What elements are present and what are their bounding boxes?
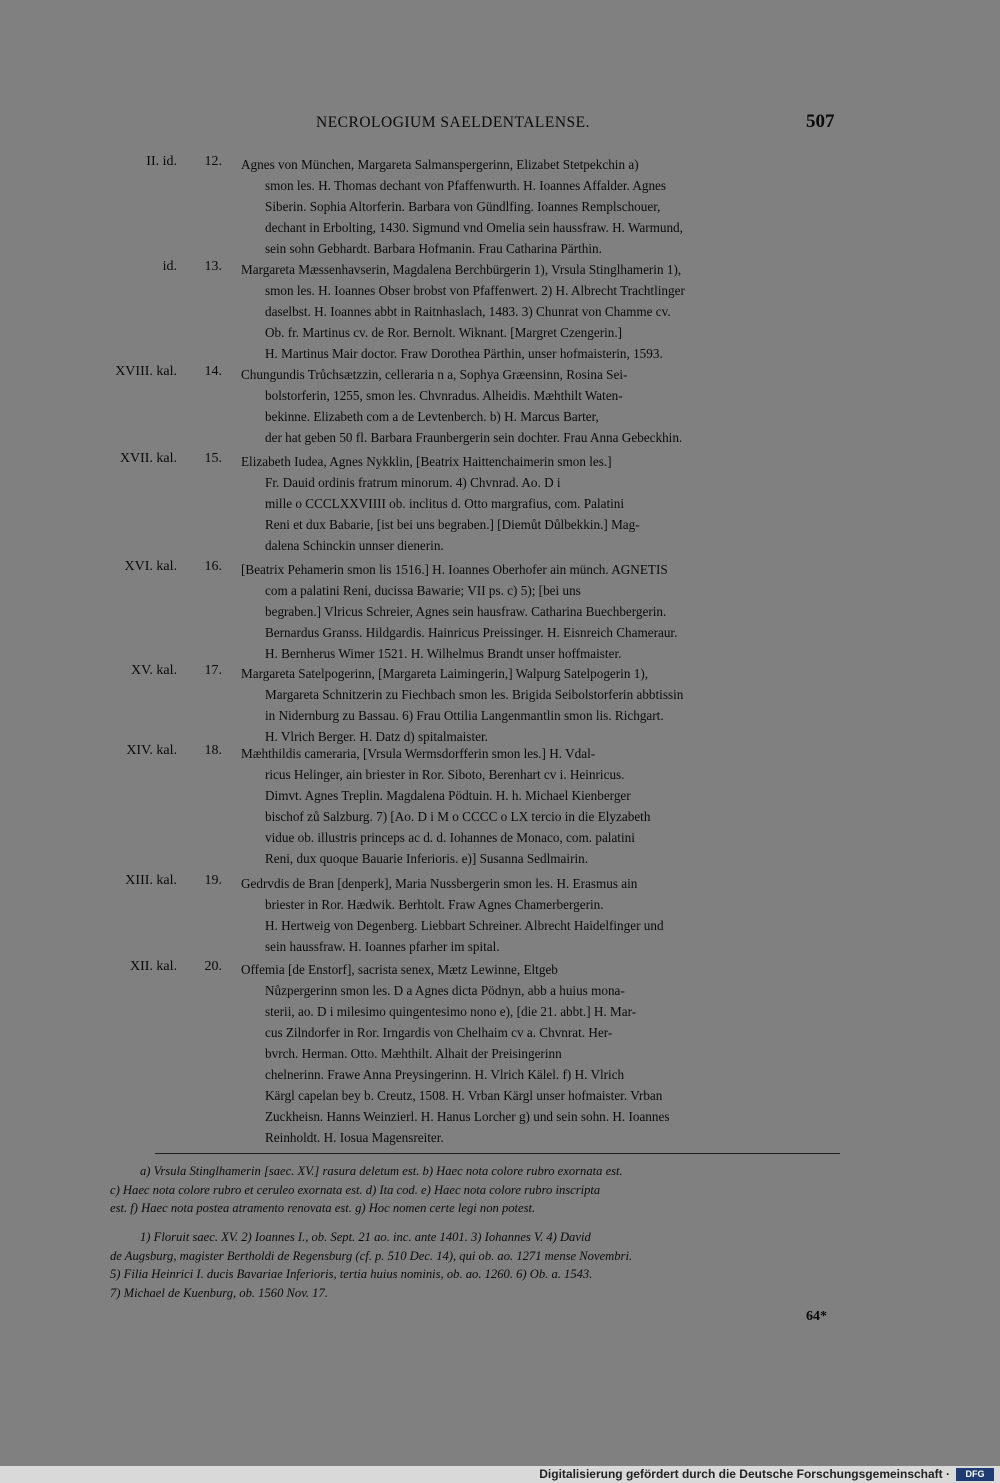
footer-bar — [0, 1466, 1000, 1483]
running-header — [0, 111, 1000, 140]
entry-line: Fr. Dauid ordinis fratrum minorum. 4) Chvnrad. Ao. D i — [265, 475, 561, 490]
entry-line: Chungundis Trůchsætzzin, celleraria n a, Sophya Græensinn, Rosina Sei- — [241, 367, 628, 382]
entry-line: Reni et dux Babarie, [ist bei uns begraben.] [Diemůt Důlbekkin.] Mag- — [265, 517, 640, 532]
entry-line: Margareta Satelpogerinn, [Margareta Laimingerin,] Walpurg Satelpogerin 1), — [241, 666, 649, 681]
entry-line: daselbst. H. Ioannes abbt in Raitnhaslach, 1483. 3) Chunrat von Chamme cv. — [265, 304, 671, 319]
entry-date: XIII. kal. — [125, 873, 177, 888]
dfg-logo: DFG — [956, 1468, 994, 1481]
entry-line: H. Hertweig von Degenberg. Liebbart Schreiner. Albrecht Haidelfinger und — [265, 918, 664, 933]
entry-line: sein haussfraw. H. Ioannes pfarher im spital. — [265, 939, 500, 954]
entry-line: H. Martinus Mair doctor. Fraw Dorothea Pärthin, unser hofmaisterin, 1593. — [265, 346, 663, 361]
footnote-line: c) Haec nota colore rubro et ceruleo exornata est. d) Ita cod. e) Haec nota colore rubro inscripta — [110, 1182, 601, 1197]
entry-line: dalena Schinckin unnser dienerin. — [265, 538, 444, 553]
entry-date: XII. kal. — [129, 959, 177, 974]
entry-text — [241, 364, 841, 448]
footer-text: Digitalisierung gefördert durch die Deutsche Forschungsgemeinschaft · — [539, 1467, 950, 1481]
entry-line: [Beatrix Pehamerin smon lis 1516.] H. Ioannes Oberhofer ain münch. AGNETIS — [241, 562, 668, 577]
entry-line: sein sohn Gebhardt. Barbara Hofmanin. Frau Catharina Pärthin. — [265, 241, 602, 256]
footnotes-letter — [110, 1162, 840, 1218]
footnote-line: est. f) Haec nota postea atramento renovata est. g) Hoc nomen certe legi non potest. — [110, 1201, 536, 1215]
footnote-line: de Augsburg, magister Bertholdi de Regensburg (cf. p. 510 Dec. 14), qui ob. ao. 1271 mense Novembri. — [110, 1248, 633, 1263]
entry-line: smon les. H. Thomas dechant von Pfaffenwurth. H. Ioannes Affalder. Agnes — [265, 178, 667, 193]
entry-text — [241, 743, 841, 869]
signature-mark: 64* — [806, 1309, 827, 1324]
entry-line: Reinholdt. H. Iosua Magensreiter. — [265, 1130, 444, 1145]
footnote-rule — [155, 1153, 840, 1154]
entry-line: ricus Helinger, ain briester in Ror. Siboto, Berenhart cv i. Heinricus. — [265, 767, 625, 782]
entry-text — [241, 873, 841, 957]
entry-line: chelnerinn. Frawe Anna Preysingerinn. H. Vlrich Kälel. f) H. Vlrich — [265, 1067, 625, 1082]
entry-date: II. id. — [146, 154, 177, 169]
entry-day: 17. — [204, 663, 222, 678]
entry-date: XVIII. kal. — [115, 364, 177, 379]
entry-line: bolstorferin, 1255, smon les. Chvnradus. Alheidis. Mæhthilt Waten- — [265, 388, 623, 403]
entry-line: Kärgl capelan bey b. Creutz, 1508. H. Vrban Kärgl unser hofmaister. Vrban — [265, 1088, 663, 1103]
footnote-line: 1) Floruit saec. XV. 2) Ioannes I., ob. Sept. 21 ao. inc. ante 1401. 3) Iohannes V. 4) David — [140, 1230, 591, 1244]
entry-line: H. Bernherus Wimer 1521. H. Wilhelmus Brandt unser hoffmaister. — [265, 646, 622, 661]
entry-line: cus Zilndorfer in Ror. Irngardis von Chelhaim cv a. Chvnrat. Her- — [265, 1025, 613, 1040]
entry-line: Dimvt. Agnes Treplin. Magdalena Pödtuin. H. h. Michael Kienberger — [265, 788, 631, 803]
entry-line: begraben.] Vlricus Schreier, Agnes sein hausfraw. Catharina Buechbergerin. — [265, 604, 667, 619]
entry-line: bischof zů Salzburg. 7) [Ao. D i M o CCCC o LX tercio in die Elyzabeth — [265, 809, 651, 824]
entry-line: Zuckheisn. Hanns Weinzierl. H. Hanus Lorcher g) und sein sohn. H. Ioannes — [265, 1109, 670, 1124]
entry-day: 13. — [204, 259, 222, 274]
footnotes-number — [110, 1228, 840, 1302]
entry-day: 16. — [204, 559, 222, 574]
entry-line: Ob. fr. Martinus cv. de Ror. Bernolt. Wiknant. [Margret Czengerin.] — [265, 325, 623, 340]
footnote-line: 5) Filia Heinrici I. ducis Bavariae Inferioris, tertia huius nominis, ob. ao. 1260. 6) Ob. a. 1543. — [110, 1267, 593, 1281]
entry-date: XV. kal. — [130, 663, 177, 678]
entry-line: Bernardus Granss. Hildgardis. Hainricus Preissinger. H. Eisnreich Chameraur. — [265, 625, 678, 640]
footnote-line: 7) Michael de Kuenburg, ob. 1560 Nov. 17. — [110, 1285, 328, 1300]
entry-line: dechant in Erbolting, 1430. Sigmund vnd Omelia sein haussfraw. H. Warmund, — [265, 220, 683, 235]
footnote-line: a) Vrsula Stinglhamerin [saec. XV.] rasura deletum est. b) Haec nota colore rubro exornata est. — [140, 1164, 623, 1178]
entry-line: Siberin. Sophia Altorferin. Barbara von Gündlfing. Ioannes Remplschouer, — [265, 199, 661, 214]
entry-line: Offemia [de Enstorf], sacrista senex, Mætz Lewinne, Eltgeb — [241, 962, 558, 977]
entry-text — [241, 559, 841, 664]
entry-line: sterii, ao. D i milesimo quingentesimo nono e), [die 21. abbt.] H. Mar- — [265, 1004, 637, 1019]
entry-line: Gedrvdis de Bran [denperk], Maria Nussbergerin smon les. H. Erasmus ain — [241, 876, 638, 891]
entry-line: Nůzpergerinn smon les. D a Agnes dicta Pödnyn, abb a huius mona- — [265, 983, 625, 998]
entry-line: briester in Ror. Hædwik. Berhtolt. Fraw Agnes Chamerbergerin. — [265, 897, 604, 912]
entry-line: Mæhthildis cameraria, [Vrsula Wermsdorfferin smon les.] H. Vdal- — [241, 746, 596, 761]
entry-line: bekinne. Elizabeth com a de Levtenberch. b) H. Marcus Barter, — [265, 409, 599, 424]
entry-date: XVII. kal. — [119, 451, 177, 466]
entry-line: mille o CCCLXXVIIII ob. inclitus d. Otto margrafius, com. Palatini — [265, 496, 625, 511]
entry-text — [241, 451, 841, 556]
entry-day: 12. — [204, 154, 222, 169]
page-number: 507 — [806, 111, 835, 132]
entry-line: bvrch. Herman. Otto. Mæhthilt. Alhait der Preisingerinn — [265, 1046, 562, 1061]
entry-line: H. Vlrich Berger. H. Datz d) spitalmaister. — [265, 729, 488, 744]
entry-date: XVI. kal. — [124, 559, 177, 574]
entry-day: 15. — [204, 451, 222, 466]
entry-text — [241, 259, 841, 364]
entry-line: Elizabeth Iudea, Agnes Nykklin, [Beatrix Haittenchaimerin smon les.] — [241, 454, 612, 469]
entry-line: smon les. H. Ioannes Obser brobst von Pfaffenwert. 2) H. Albrecht Trachtlinger — [265, 283, 685, 298]
entry-line: Agnes von München, Margareta Salmanspergerinn, Elizabet Stetpekchin a) — [241, 157, 639, 172]
entry-line: in Nidernburg zu Bassau. 6) Frau Ottilia Langenmantlin smon lis. Richgart. — [265, 708, 664, 723]
entry-line: Margareta Schnitzerin zu Fiechbach smon les. Brigida Seibolstorferin abbtissin — [265, 687, 684, 702]
entry-text — [241, 959, 841, 1148]
entry-day: 19. — [204, 873, 222, 888]
entry-date: id. — [162, 259, 177, 274]
entry-date: XIV. kal. — [126, 743, 177, 758]
entry-text — [241, 663, 841, 747]
entry-day: 20. — [204, 959, 222, 974]
entry-line: vidue ob. illustris princeps ac d. d. Iohannes de Monaco, com. palatini — [265, 830, 635, 845]
page-title: NECROLOGIUM SAELDENTALENSE. — [316, 114, 591, 131]
entry-line: Reni, dux quoque Bauarie Inferioris. e)] Susanna Sedlmairin. — [265, 851, 589, 866]
entry-text — [241, 154, 841, 259]
entry-day: 18. — [204, 743, 222, 758]
entry-line: com a palatini Reni, ducissa Bawarie; VII ps. c) 5); [bei uns — [265, 583, 581, 598]
entry-day: 14. — [204, 364, 222, 379]
entry-line: Margareta Mæssenhavserin, Magdalena Berchbürgerin 1), Vrsula Stinglhamerin 1), — [241, 262, 682, 277]
entry-line: der hat geben 50 fl. Barbara Fraunbergerin sein dochter. Frau Anna Gebeckhin. — [265, 430, 683, 445]
